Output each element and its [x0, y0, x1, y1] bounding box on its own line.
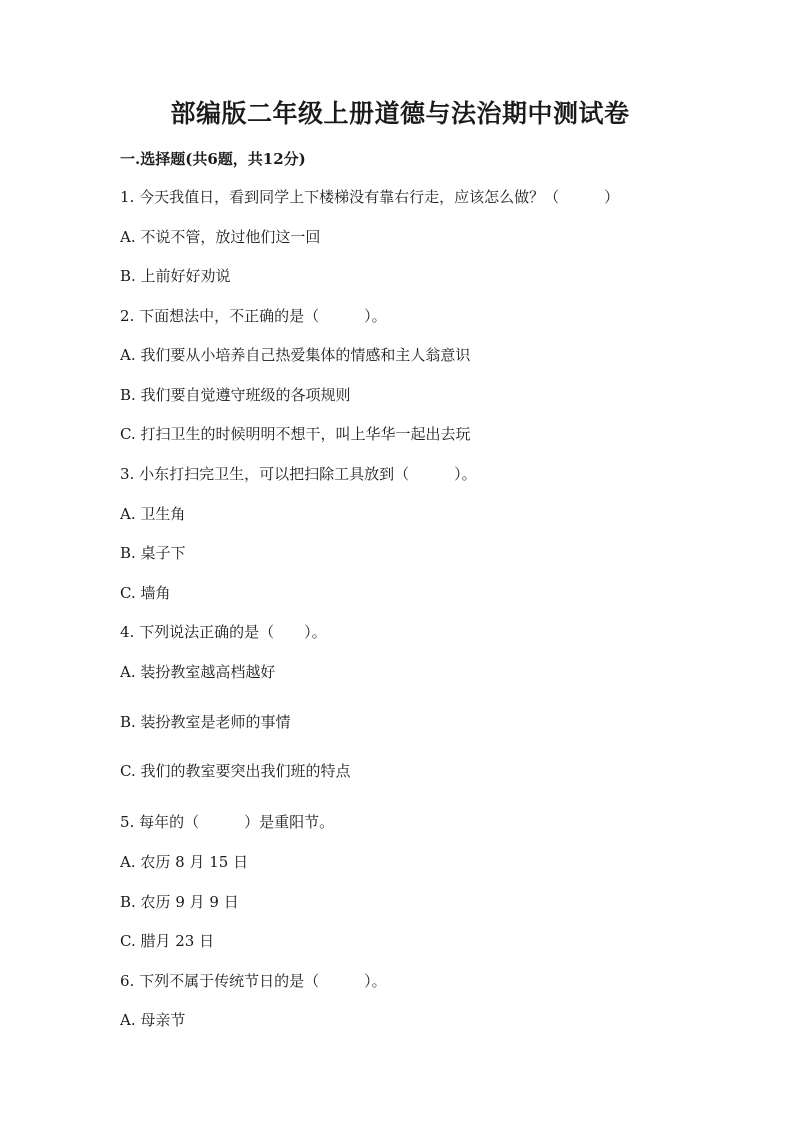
question-option: A. 不说不管，放过他们这一回 — [120, 228, 321, 246]
question-option: C. 腊月 23 日 — [120, 932, 215, 950]
question-option: A. 母亲节 — [120, 1011, 186, 1029]
question-option: B. 我们要自觉遵守班级的各项规则 — [120, 386, 351, 404]
question-stem: 4. 下列说法正确的是（ ）。 — [120, 623, 327, 641]
section-title: 一.选择题(共6题，共12分) — [120, 150, 306, 168]
question-option: B. 桌子下 — [120, 544, 186, 562]
question-option: A. 装扮教室越高档越好 — [120, 663, 276, 681]
question-option: B. 上前好好劝说 — [120, 267, 231, 285]
question-stem: 5. 每年的（ ）是重阳节。 — [120, 813, 335, 831]
question-stem: 3. 小东打扫完卫生，可以把扫除工具放到（ ）。 — [120, 465, 477, 483]
question-option: B. 农历 9 月 9 日 — [120, 893, 239, 911]
question-option: A. 农历 8 月 15 日 — [120, 853, 249, 871]
question-option: C. 打扫卫生的时候明明不想干，叫上华华一起出去玩 — [120, 425, 471, 443]
question-option: C. 墙角 — [120, 584, 171, 602]
question-stem: 2. 下面想法中，不正确的是（ ）。 — [120, 307, 387, 325]
question-option: B. 装扮教室是老师的事情 — [120, 713, 291, 731]
question-option: C. 我们的教室要突出我们班的特点 — [120, 762, 351, 780]
question-stem: 1. 今天我值日，看到同学上下楼梯没有靠右行走，应该怎么做？（ ） — [120, 188, 620, 206]
question-option: A. 卫生角 — [120, 505, 186, 523]
question-option: A. 我们要从小培养自己热爱集体的情感和主人翁意识 — [120, 346, 471, 364]
page-title: 部编版二年级上册道德与法治期中测试卷 — [170, 99, 630, 128]
question-stem: 6. 下列不属于传统节日的是（ ）。 — [120, 972, 387, 990]
